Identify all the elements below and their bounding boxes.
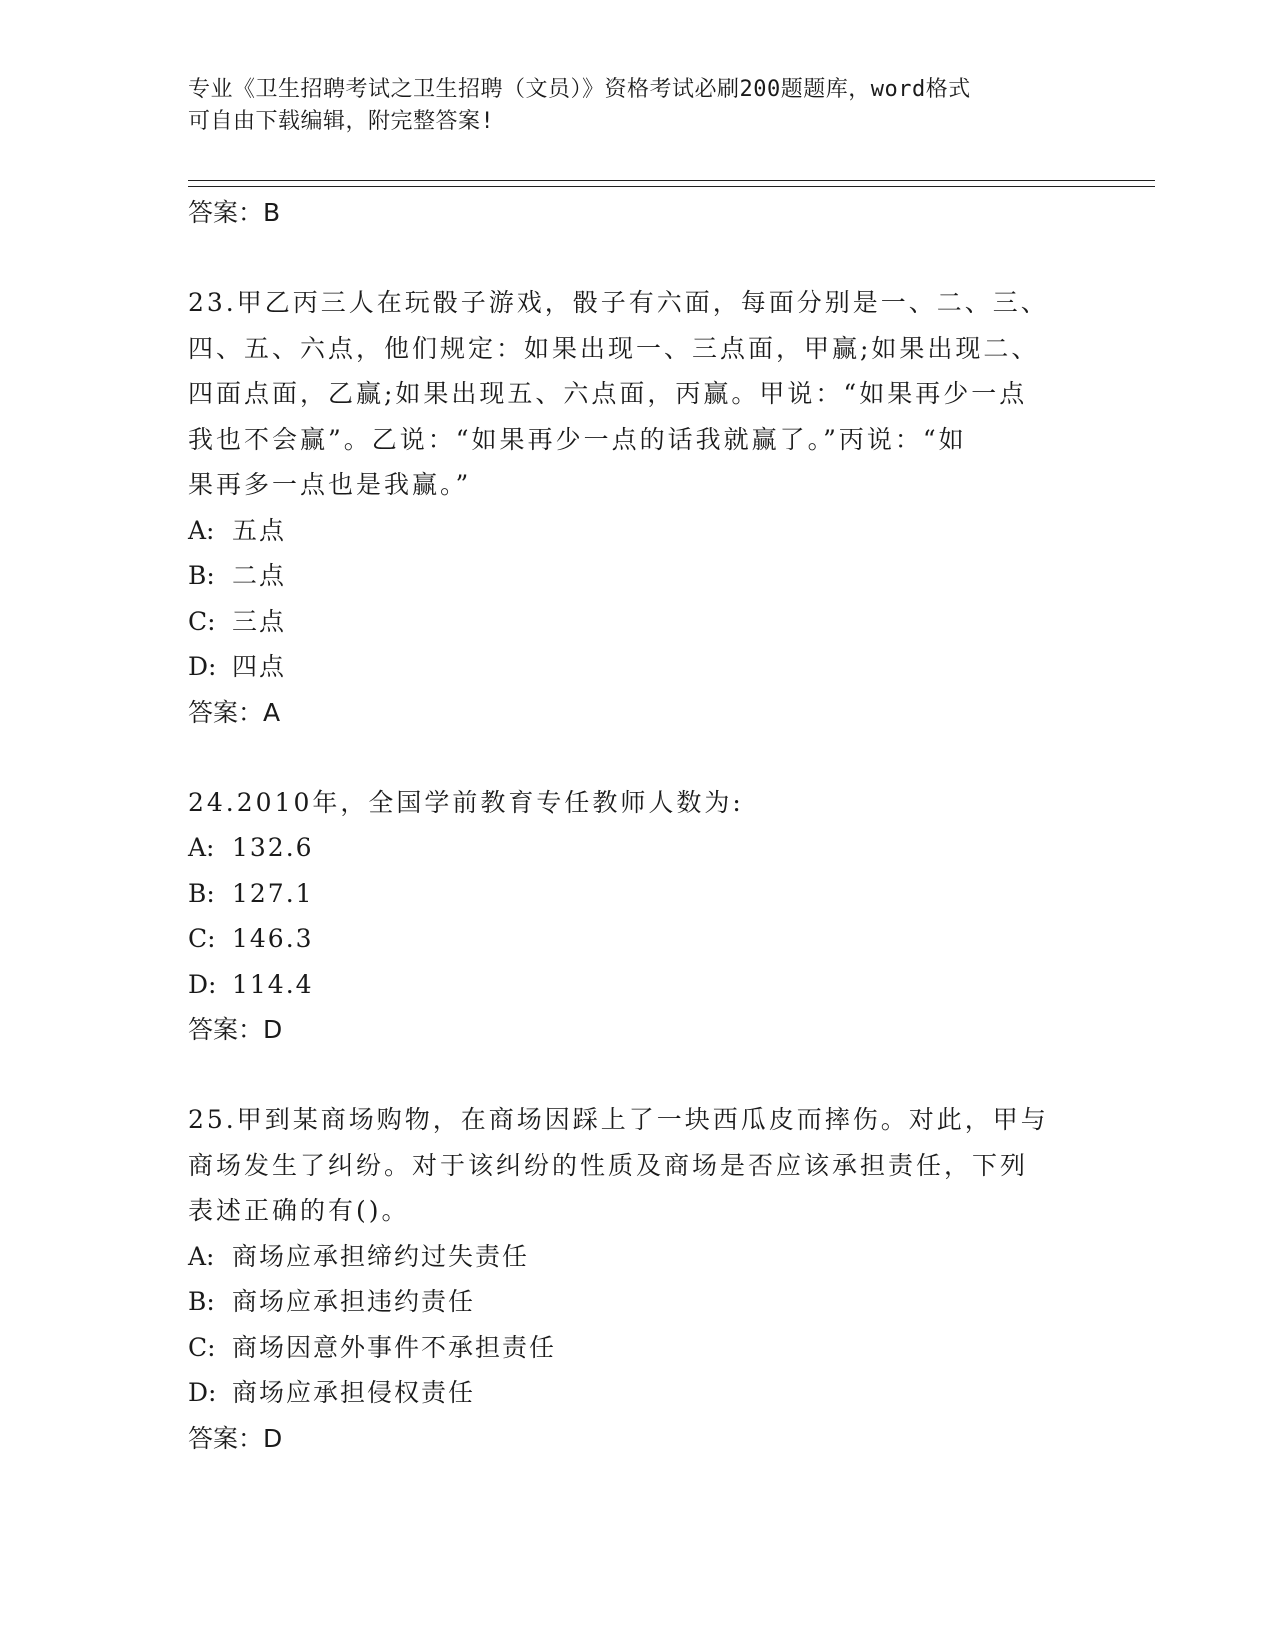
- option-c: [188, 599, 1088, 645]
- option-letter: A:: [188, 515, 215, 545]
- option-text: 三点: [232, 606, 287, 636]
- question-line: 25.甲到某商场购物，在商场因踩上了一块西瓜皮而摔伤。对此，甲与: [188, 1105, 1049, 1134]
- option-text: 四点: [232, 652, 287, 681]
- option-letter: C:: [188, 924, 216, 953]
- option-text: 146.3: [232, 924, 314, 953]
- question-25: [188, 1097, 1088, 1234]
- header-divider-bottom: [188, 186, 1155, 187]
- option-letter: D:: [188, 652, 217, 681]
- option-a: [188, 508, 1088, 554]
- option-text: 127.1: [232, 878, 314, 908]
- page-header: [188, 74, 1088, 138]
- question-line: 果再多一点也是我赢。”: [188, 470, 472, 499]
- header-line-2: 可自由下载编辑，附完整答案!: [188, 109, 495, 134]
- question-line: 四面点面，乙赢;如果出现五、六点面，丙赢。甲说：“如果再少一点: [188, 379, 1028, 408]
- previous-answer: 答案：B: [188, 198, 281, 227]
- option-letter: D:: [188, 1378, 217, 1407]
- option-c: [188, 1325, 1088, 1371]
- question-24: [188, 780, 1088, 826]
- question-list: [188, 190, 1088, 1461]
- question-line: 表述正确的有()。: [188, 1196, 410, 1225]
- option-text: 商场应承担侵权责任: [232, 1378, 476, 1407]
- option-a: [188, 825, 1088, 871]
- question-line: 商场发生了纠纷。对于该纠纷的性质及商场是否应该承担责任，下列: [188, 1150, 1029, 1180]
- option-text: 商场因意外事件不承担责任: [232, 1332, 557, 1362]
- option-letter: B:: [188, 1287, 215, 1316]
- option-letter: C:: [188, 1332, 216, 1362]
- option-d: [188, 644, 1088, 690]
- answer-25: 答案：D: [188, 1423, 283, 1453]
- option-text: 五点: [232, 515, 287, 545]
- option-d: [188, 1370, 1088, 1416]
- question-line: 24.2010年，全国学前教育专任教师人数为:: [188, 787, 744, 817]
- option-b: [188, 871, 1088, 917]
- option-text: 132.6: [232, 833, 314, 862]
- header-line-1: 专业《卫生招聘考试之卫生招聘（文员）》资格考试必刷200题题库，word格式: [188, 77, 971, 102]
- option-a: [188, 1234, 1088, 1280]
- option-text: 二点: [232, 561, 287, 590]
- question-line: 23.甲乙丙三人在玩骰子游戏，骰子有六面，每面分别是一、二、三、: [188, 288, 1049, 317]
- option-letter: C:: [188, 606, 216, 636]
- option-letter: D:: [188, 969, 217, 999]
- question-line: 四、五、六点，他们规定：如果出现一、三点面，甲赢;如果出现二、: [188, 333, 1040, 363]
- option-letter: A:: [188, 833, 215, 862]
- option-b: [188, 1279, 1088, 1325]
- question-23: [188, 280, 1088, 508]
- answer-23: 答案：A: [188, 697, 281, 727]
- option-c: [188, 916, 1088, 962]
- option-text: 114.4: [232, 969, 314, 999]
- answer-24: 答案：D: [188, 1015, 283, 1044]
- option-b: [188, 553, 1088, 599]
- option-text: 商场应承担缔约过失责任: [232, 1241, 530, 1271]
- option-d: [188, 962, 1088, 1008]
- option-text: 商场应承担违约责任: [232, 1287, 476, 1316]
- option-letter: B:: [188, 561, 215, 590]
- question-line: 我也不会赢”。乙说：“如果再少一点的话我就赢了。”丙说：“如: [188, 424, 967, 454]
- option-letter: B:: [188, 878, 215, 908]
- header-divider-top: [188, 180, 1155, 181]
- option-letter: A:: [188, 1241, 215, 1271]
